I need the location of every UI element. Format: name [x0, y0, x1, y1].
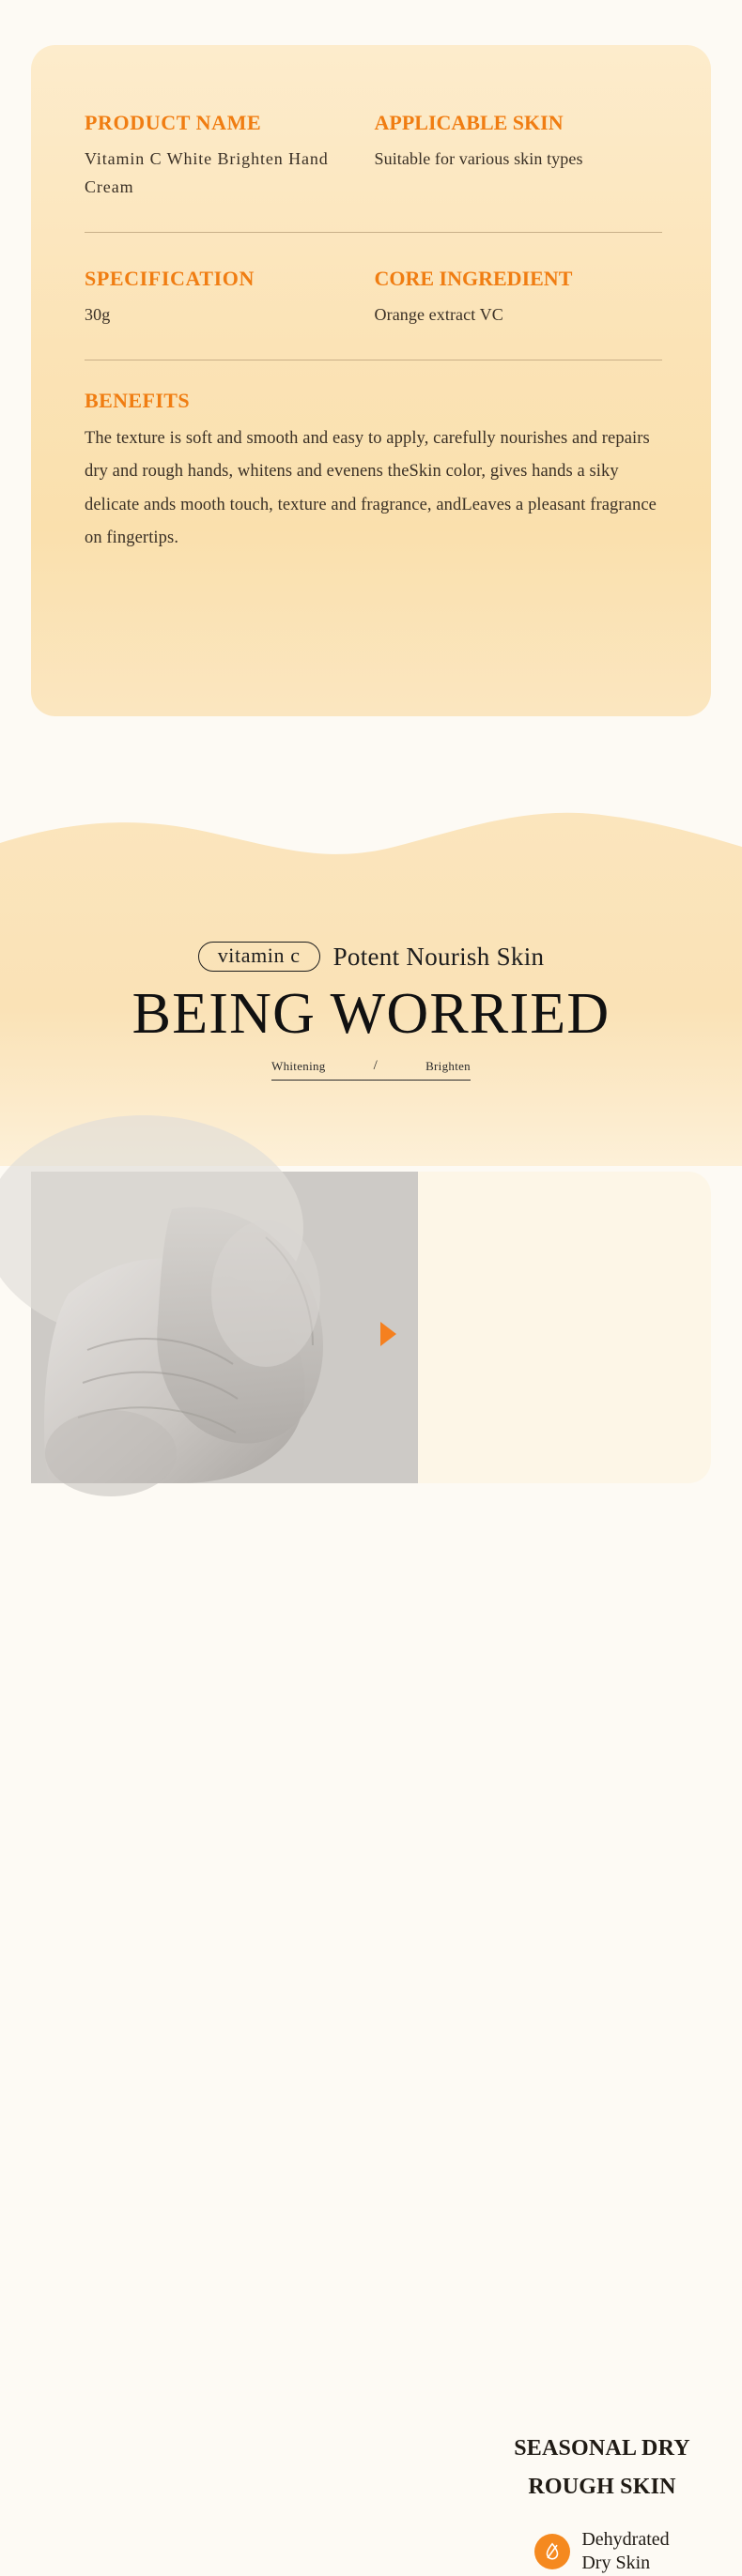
spec-label-applicable-skin: APPLICABLE SKIN	[374, 111, 564, 134]
benefits-text: The texture is soft and smooth and easy to apply, carefully nourishes and repairs dry and rough hands, whitens and evenens theSkin color, gives hands a siky delicate ands mooth touch, texture and fragrance, andLeaves a pleasant fragrance on fingertips.	[85, 429, 657, 547]
spec-value-core-ingredient: Orange extract VC	[374, 305, 503, 325]
spec-label-core-ingredient: CORE INGREDIENT	[374, 266, 573, 290]
water-drop-crossed-icon	[534, 2534, 570, 2569]
benefits-block	[85, 389, 662, 555]
spec-field-core-ingredient	[374, 267, 663, 330]
slash-icon: /	[373, 1058, 379, 1074]
spacer-2	[85, 360, 662, 389]
hero-title: BEING WORRIED	[131, 982, 611, 1046]
badge-line-2: Dry Skin	[581, 2553, 651, 2574]
hero-tag-row	[271, 1058, 471, 1081]
triangle-right-icon	[380, 1322, 396, 1346]
dehydrated-badge-label	[581, 2528, 669, 2576]
hero-subtitle-row	[0, 939, 742, 974]
photo-title-line-2: ROUGH SKIN	[528, 2475, 676, 2500]
spec-row-1	[85, 111, 662, 201]
spec-field-specification	[85, 267, 374, 330]
hero-section	[0, 939, 742, 1081]
photo-feature-card	[31, 1172, 711, 2574]
hero-subtitle: Potent Nourish Skin	[332, 942, 545, 971]
spec-label-specification: SPECIFICATION	[85, 266, 255, 290]
hands-photo	[31, 1172, 418, 1483]
spec-row-2	[85, 267, 662, 330]
specification-card	[31, 45, 711, 716]
photo-caption	[471, 2430, 734, 2576]
spacer-1	[85, 233, 662, 267]
badge-line-1: Dehydrated	[581, 2528, 670, 2550]
spec-field-applicable-skin	[374, 111, 663, 201]
photo-title-line-1: SEASONAL DRY	[514, 2436, 690, 2461]
spec-label-product-name: PRODUCT NAME	[85, 111, 262, 134]
hero-tag-left: Whitening	[271, 1058, 326, 1073]
vitamin-c-pill: vitamin c	[198, 942, 320, 972]
dehydrated-badge	[471, 2528, 734, 2576]
spec-value-product-name: Vitamin C White Brighten Hand Cream	[85, 149, 329, 196]
hero-tag-right: Brighten	[425, 1058, 471, 1073]
spec-value-specification: 30g	[85, 305, 111, 325]
specification-content	[85, 111, 662, 555]
benefits-label: BENEFITS	[85, 389, 191, 413]
spec-value-applicable-skin: Suitable for various skin types	[374, 149, 583, 169]
spec-field-product-name	[85, 111, 374, 201]
